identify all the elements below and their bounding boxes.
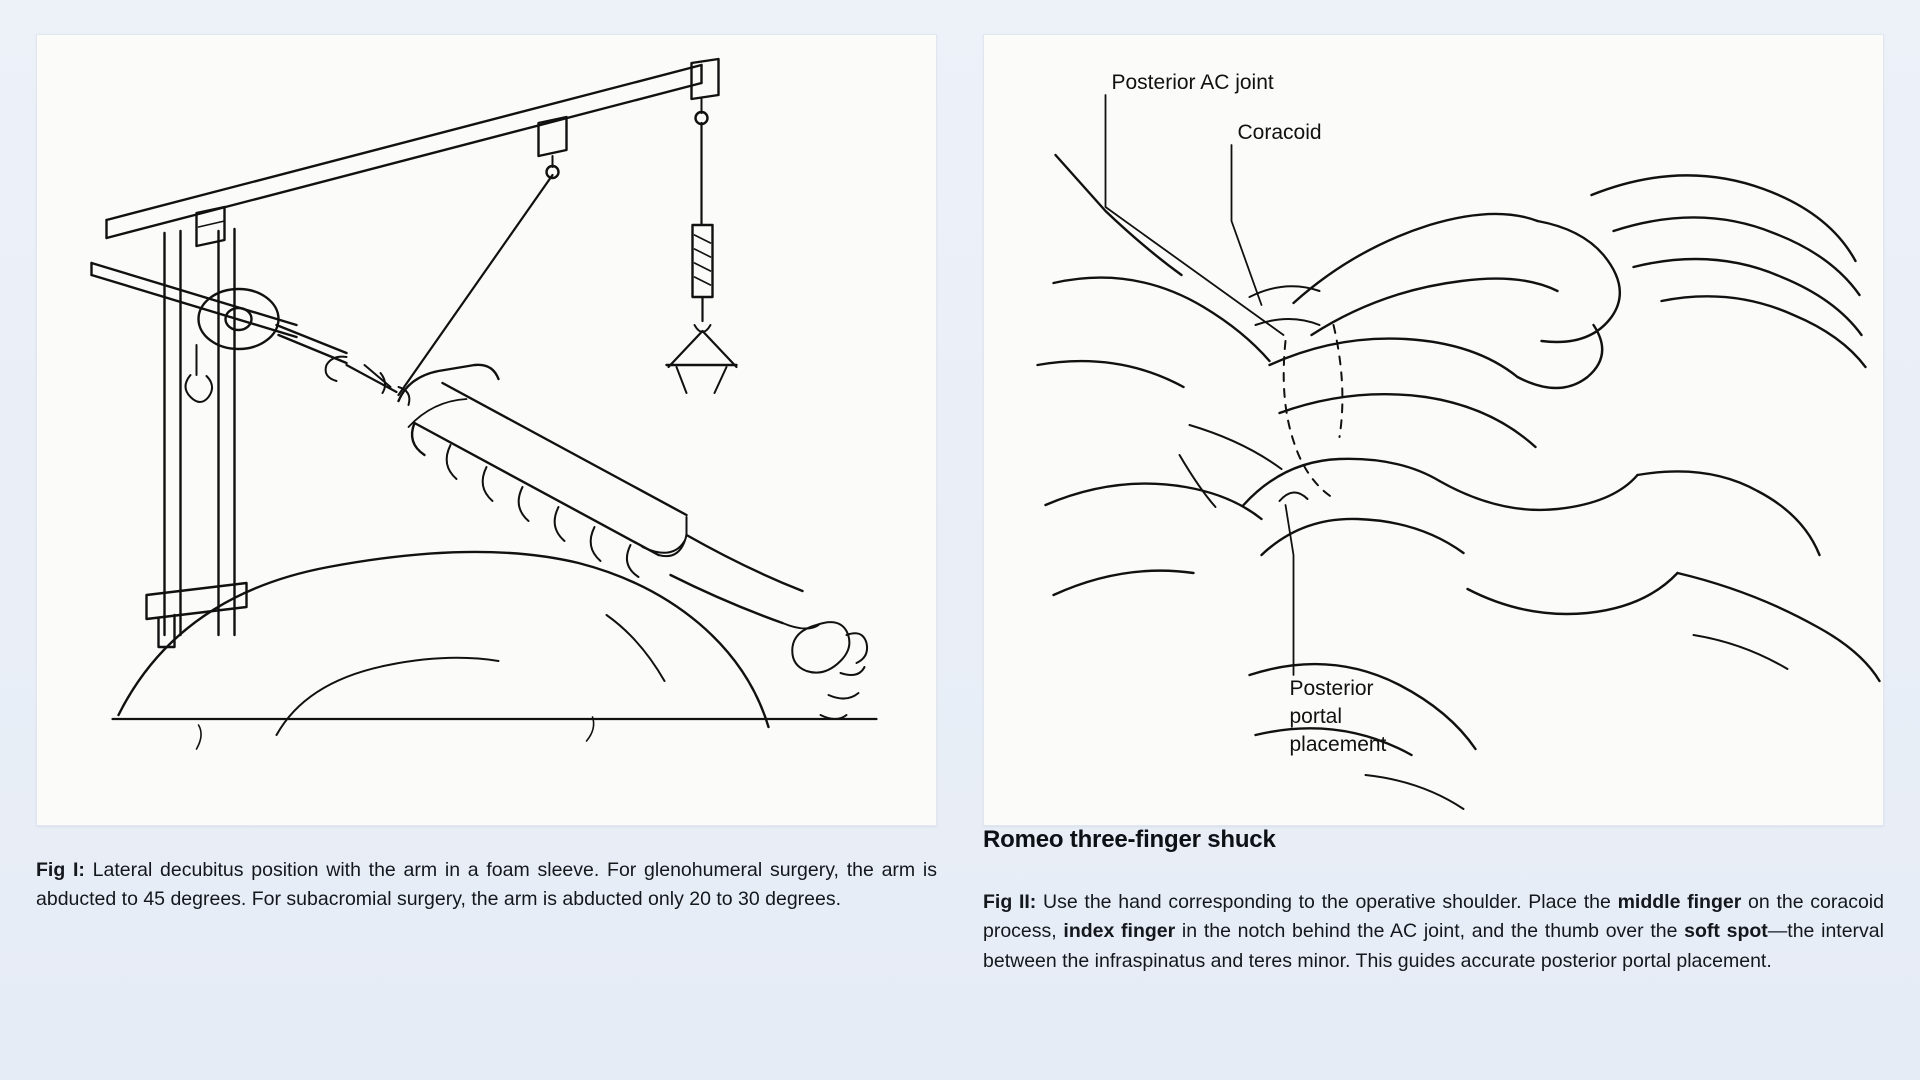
label-posterior-portal-line2: portal xyxy=(1289,705,1343,728)
caption-part-2: on the coracoid process, xyxy=(983,891,1884,943)
caption-part-4: —the interval between the infraspinatus and teres minor. This guides accurate posterior portal placement. xyxy=(983,920,1884,972)
figure-caption-left-label: Fig I: xyxy=(36,859,85,881)
figure-right-title: Romeo three-finger shuck xyxy=(983,826,1276,853)
figure-panel-right xyxy=(983,34,1884,1046)
caption-part-1: Use the hand corresponding to the operative shoulder. Place the xyxy=(1036,891,1618,913)
figure-image-three-finger-shuck xyxy=(983,34,1884,826)
figure-panel-left xyxy=(36,34,937,1046)
caption-bold-soft-spot: soft spot xyxy=(1684,920,1768,943)
figure-caption-left xyxy=(36,856,937,915)
figure-caption-left-text: Lateral decubitus position with the arm in a foam sleeve. For glenohumeral surgery, the arm is abducted to 45 degrees. For subacromial surgery, the arm is abducted only 20 to 30 degrees. xyxy=(36,859,937,911)
label-posterior-ac-joint: Posterior AC joint xyxy=(1111,71,1274,94)
figure-caption-right-label: Fig II: xyxy=(983,891,1037,913)
label-posterior-portal-line3: placement xyxy=(1289,733,1387,756)
figure-caption-right xyxy=(983,888,1884,976)
caption-part-3: in the notch behind the AC joint, and the thumb over the xyxy=(1175,920,1685,943)
label-coracoid: Coracoid xyxy=(1237,121,1322,144)
label-posterior-portal-line1: Posterior xyxy=(1289,677,1374,700)
figure-image-lateral-decubitus xyxy=(36,34,937,826)
three-finger-shuck-illustration-svg xyxy=(984,35,1883,825)
caption-bold-index-finger: index finger xyxy=(1063,920,1176,943)
caption-bold-middle-finger: middle finger xyxy=(1617,891,1742,913)
lateral-decubitus-illustration-svg xyxy=(37,35,936,825)
